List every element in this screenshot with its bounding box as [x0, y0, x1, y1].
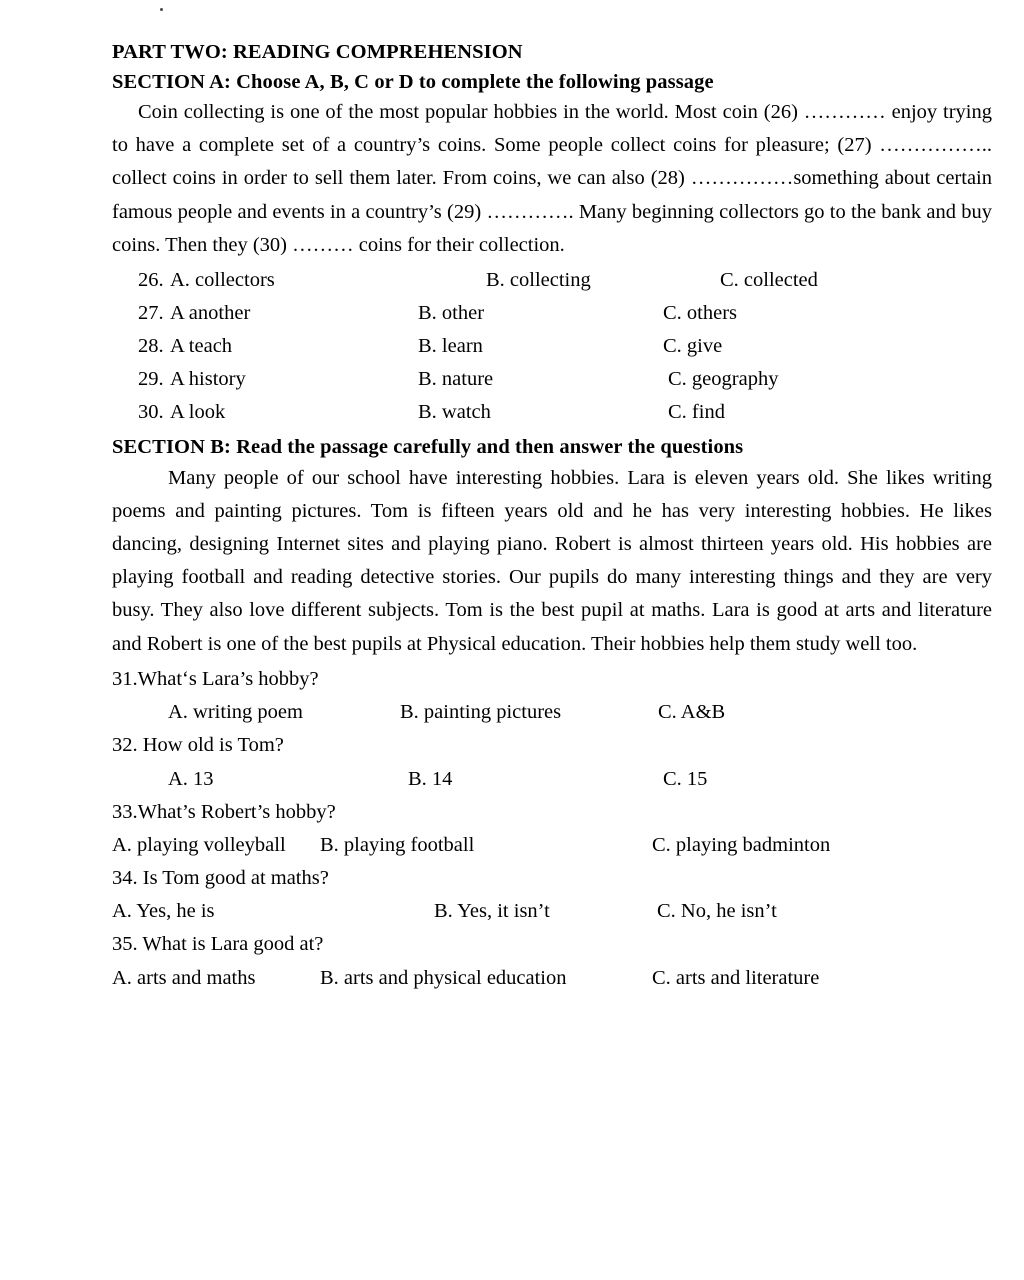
question-31-prompt: 31.What‘s Lara’s hobby?: [112, 667, 319, 690]
question-row-27: [112, 297, 992, 330]
question-row-31: [112, 696, 992, 729]
question-26-option-c[interactable]: C. collected: [720, 269, 818, 292]
question-28-option-a[interactable]: A teach: [170, 335, 233, 358]
question-30-option-c[interactable]: C. find: [668, 401, 725, 424]
question-30-option-b[interactable]: B. watch: [418, 401, 491, 424]
question-31-option-b[interactable]: B. painting pictures: [400, 701, 562, 724]
question-34-option-a[interactable]: A. Yes, he is: [112, 900, 215, 923]
question-row-26: [112, 264, 992, 297]
question-26-option-a[interactable]: A. collectors: [170, 269, 275, 292]
question-row-32: [112, 763, 992, 796]
question-28-number: 28.: [138, 335, 164, 358]
question-29-number: 29.: [138, 368, 164, 391]
question-29-option-c[interactable]: C. geography: [668, 368, 779, 391]
question-row-30: [112, 396, 992, 429]
question-row-34: [112, 895, 992, 928]
question-row-28: [112, 330, 992, 363]
question-31-option-a[interactable]: A. writing poem: [168, 701, 303, 724]
question-35-option-c[interactable]: C. arts and literature: [652, 966, 820, 989]
question-33-option-b[interactable]: B. playing football: [320, 833, 475, 856]
question-33-option-a[interactable]: A. playing volleyball: [112, 833, 286, 856]
question-row-33: [112, 829, 992, 862]
question-29-option-a[interactable]: A history: [170, 368, 246, 391]
question-row-35: [112, 962, 992, 995]
question-27-number: 27.: [138, 302, 164, 325]
question-34-option-b[interactable]: B. Yes, it isn’t: [434, 900, 550, 923]
question-33-option-c[interactable]: C. playing badminton: [652, 833, 831, 856]
question-30-number: 30.: [138, 401, 164, 424]
question-31-option-c[interactable]: C. A&B: [658, 701, 726, 724]
question-27-option-b[interactable]: B. other: [418, 302, 485, 325]
question-row-29: [112, 363, 992, 396]
section-b-passage: Many people of our school have interesting hobbies. Lara is eleven years old. She likes writing poems and painting pictures. Tom is fifteen years old and he has very interesting hobbies. He likes dancing, designing Internet sites and playing piano. Robert is almost thirteen years old. His hobbies are playing football and reading detective stories. Our pupils do many interesting things and they are very busy. They also love different subjects. Tom is the best pupil at maths. Lara is good at arts and literature and Robert is one of the best pupils at Physical education. Their hobbies help them study well too.: [112, 466, 992, 655]
section-a-passage: Coin collecting is one of the most popular hobbies in the world. Most coin (26) ………… enjoy trying to have a complete set of a country’s coins. Some people collect coins for pleasure; (27) …………….. collect coins in order to sell them later. From coins, we can also (28) ……………something about certain famous people and events in a country’s (29) …………. Many beginning collectors go to the bank and buy coins. Then they (30) ……… coins for their collection.: [112, 101, 992, 256]
question-35-option-a[interactable]: A. arts and maths: [112, 966, 256, 989]
question-30-option-a[interactable]: A look: [170, 401, 226, 424]
question-26-option-b[interactable]: B. collecting: [486, 269, 591, 292]
question-32-option-b[interactable]: B. 14: [408, 767, 453, 790]
question-33-prompt: 33.What’s Robert’s hobby?: [112, 800, 336, 823]
part-title: PART TWO: READING COMPREHENSION: [112, 41, 523, 63]
page-speck: [160, 8, 163, 11]
section-a-title: SECTION A: Choose A, B, C or D to complete the following passage: [112, 70, 714, 93]
question-27-option-a[interactable]: A another: [170, 302, 251, 325]
question-29-option-b[interactable]: B. nature: [418, 368, 494, 391]
question-34-prompt: 34. Is Tom good at maths?: [112, 866, 329, 889]
question-35-option-b[interactable]: B. arts and physical education: [320, 966, 567, 989]
question-32-option-c[interactable]: C. 15: [663, 767, 708, 790]
question-27-option-c[interactable]: C. others: [663, 302, 738, 325]
question-32-prompt: 32. How old is Tom?: [112, 734, 284, 757]
question-32-option-a[interactable]: A. 13: [168, 767, 214, 790]
question-26-number: 26.: [138, 269, 164, 292]
question-34-option-c[interactable]: C. No, he isn’t: [657, 900, 777, 923]
document-content: [112, 42, 992, 995]
question-35-prompt: 35. What is Lara good at?: [112, 933, 324, 956]
section-b-title: SECTION B: Read the passage carefully and then answer the questions: [112, 436, 744, 459]
question-28-option-c[interactable]: C. give: [663, 335, 723, 358]
question-28-option-b[interactable]: B. learn: [418, 335, 483, 358]
